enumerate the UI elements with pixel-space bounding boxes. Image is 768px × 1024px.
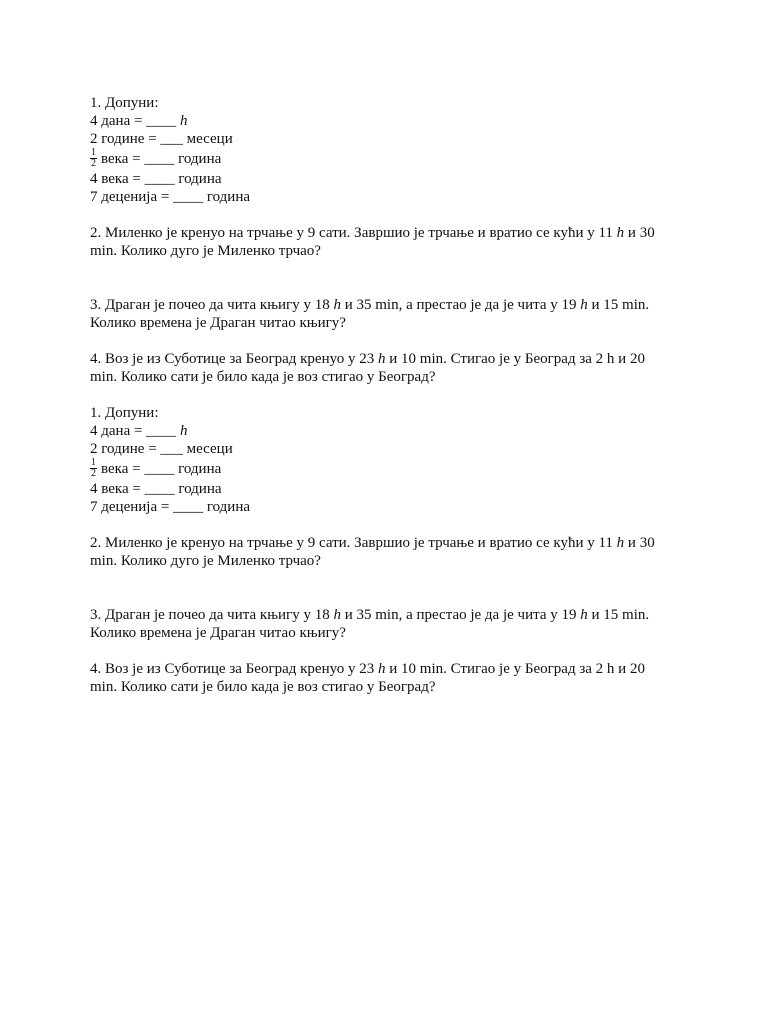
task-2-text-b: и 30 min. Колико дуго је Миленко трчао? [90,535,655,570]
task-3-text-b: и 35 min, а престао је да је чита у 19 [340,607,581,624]
task-1-line-days-text: 4 дана = ____ [90,113,180,129]
task-4 [90,350,670,386]
fraction-one-half [90,148,97,169]
task-1-line-centuries: 4 века = ____ година [90,171,222,188]
task-1 [90,94,670,206]
hour-unit: h [580,607,588,624]
task-3-text-a: 3. Драган је почео да чита књигу у 18 [90,297,334,314]
task-2-text-a: 2. Миленко је кренуо на трчање у 9 сати. Завршио је трчање и вратио се кући у 11 [90,535,617,552]
worksheet-copy-1 [90,94,670,386]
worksheet-copy-2 [90,404,670,696]
task-1-line-years: 2 године = ___ месеци [90,131,233,147]
fraction-numerator: 1 [91,457,96,469]
task-1-line-decades: 7 деценија = ____ година [90,189,251,206]
task-1-line-days-text: 4 дана = ____ [90,423,180,440]
task-1-line-days [90,422,670,440]
task-4-text-b: и 10 min. Стигао је у Београд за 2 h и 20 min. Колико сати је било када је воз стигао у Београд? [90,661,645,696]
hour-unit: h [378,661,386,678]
hour-unit: h [580,297,588,314]
task-1-line-years: 2 године = ___ месеци [90,441,233,458]
task-3-text-c: и 15 min. Колико времена је Драган читао књигу? [90,297,650,332]
task-2 [90,224,670,260]
hour-unit: h [616,225,625,242]
task-1-heading: 1. Допуни: [90,405,159,422]
task-4-text-a: 4. Воз је из Суботице за Београд кренуо у 23 [90,351,378,368]
hour-unit: h [616,535,625,552]
task-1-line-half-century [90,148,670,170]
task-1-line-centuries: 4 века = ____ година [90,481,222,498]
task-1-line-decades: 7 деценија = ____ година [90,499,251,516]
hour-unit: h [179,113,188,129]
task-1-line-days [90,112,670,130]
task-1 [90,404,670,516]
fraction-denominator: 2 [91,158,96,170]
task-1-line-half-century-text: века = ____ година [101,151,222,167]
task-4-text-b: и 10 min. Стигао је у Београд за 2 h и 20 min. Колико сати је било када је воз стигао у Београд? [90,351,645,386]
task-3-text-c: и 15 min. Колико времена је Драган читао књигу? [90,607,650,642]
task-3 [90,296,670,332]
task-4-text-a: 4. Воз је из Суботице за Београд кренуо у 23 [90,661,378,678]
task-1-heading: 1. Допуни: [90,95,159,111]
task-3-text-b: и 35 min, а престао је да је чита у 19 [340,297,581,314]
hour-unit: h [333,607,341,624]
fraction-denominator: 2 [91,468,96,480]
hour-unit: h [179,423,188,440]
task-3 [90,606,670,642]
task-1-line-half-century-text: века = ____ година [101,461,222,478]
fraction-numerator: 1 [91,147,96,159]
task-2-text-b: и 30 min. Колико дуго је Миленко трчао? [90,225,655,260]
task-1-line-half-century [90,458,670,480]
task-4 [90,660,670,696]
task-2 [90,534,670,570]
task-3-text-a: 3. Драган је почео да чита књигу у 18 [90,607,334,624]
hour-unit: h [333,297,341,314]
worksheet-page [90,94,670,696]
fraction-one-half [90,458,97,479]
task-2-text-a: 2. Миленко је кренуо на трчање у 9 сати. Завршио је трчање и вратио се кући у 11 [90,225,617,242]
hour-unit: h [378,351,386,368]
